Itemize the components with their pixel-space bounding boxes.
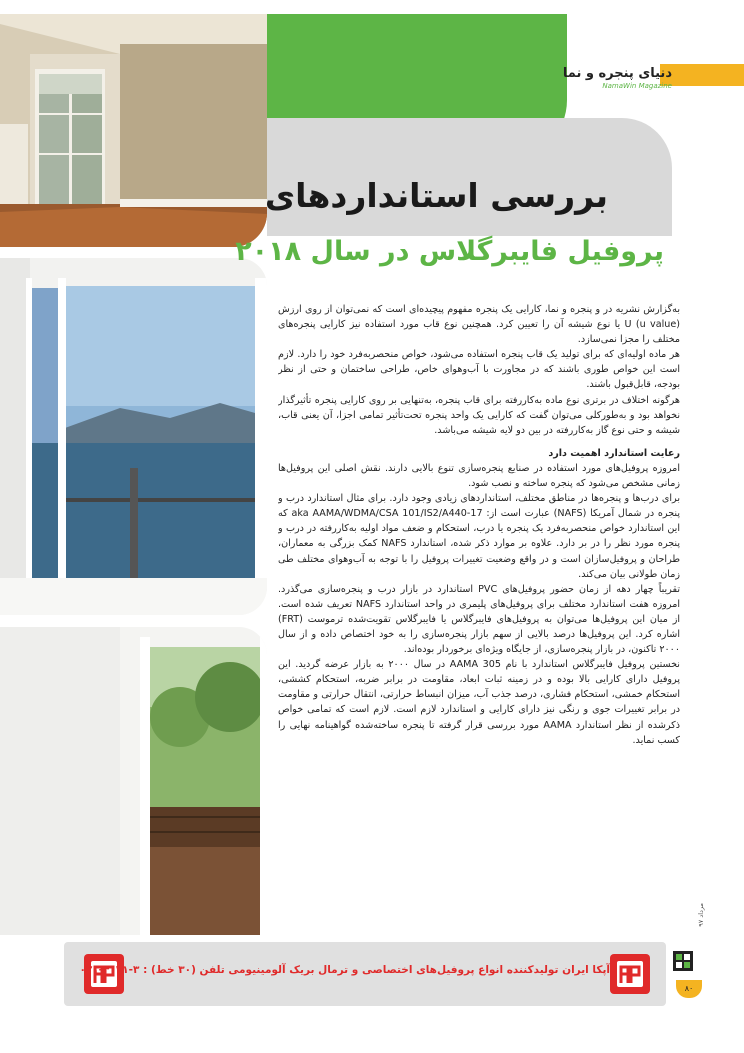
paragraph: تقریباً چهار دهه از زمان حضور پروفیل‌های PVC استاندارد در بازار درب و پنجره‌سازی می‌گذرد. امروزه هفت استاندارد مختلف برای پروفیل‌های پلیمری در واحد استاندارد NAFS تعریف شده است. از میان این پروفیل‌ها می‌توان به پروفیل‌های فایبرگلاس یا فایبرگلاس تقویت‌شده ترموست (FRT) اشاره کرد. این پروفیل‌ها درصد بالایی از سهم بازار پنجره‌سازی را به خود اختصاص داده و از سال ۲۰۰۰ تاکنون، در بازار پنجره‌سازی، از جایگاه ویژه‌ای برخوردار بوده‌اند.	[278, 583, 680, 656]
paragraph: برای درب‌ها و پنجره‌ها در مناطق مختلف، استانداردهای زیادی وجود دارد. برای مثال استاندارد درب و پنجره در شمال آمریکا (NAFS) عبارت است از: aka AAMA/WDMA/CSA 101/IS2/A440-17 که این استاندارد خواص منحصربه‌فرد یک پنجره یا درب، استحکام و ضعف مواد اولیه به‌کاررفته در درب و پنجره مورد نظر را در بر دارد. علاوه بر موارد ذکر شده، استاندارد NAFS کمک بزرگی به معماران، طراحان و پروفیل‌سازان است و در واقع وضعیت تغییرات پروفیل را با توجه به آب‌وهوای مختلف طی زمان طولانی بیان می‌کند.	[278, 493, 680, 580]
logo-sub-text: NamaWin Magazine	[602, 82, 672, 90]
paragraph: هرگونه اختلاف در برتری نوع ماده به‌کاررفته برای قاب پنجره، به‌تنهایی بر روی کارایی پنجره تأثیرگذار نخواهد بود و به‌طورکلی می‌توان گفت که کارایی یک واحد پنجره تحت‌تأثیر تمامی اجزا، آن یعنی قاب، شیشه و حتی نوع گاز به‌کاررفته در بین دو لایه شیشه می‌باشد.	[278, 394, 680, 436]
footer-advert-text: آپکا ایران تولیدکننده انواع پروفیل‌های اختصاصی و ترمال بریک آلومینیومی تلفن (۳۰ خط) : ۳-۴۱۳۱-۰۲۱	[79, 964, 610, 976]
lake-window-photo	[0, 258, 267, 615]
paragraph: به‌گزارش نشریه در و پنجره و نما، کارایی یک پنجره مفهوم پیچیده‌ای است که نمی‌توان از روی ارزش U (u value) یا نوع شیشه آن را تعیین کرد. همچنین نوع قاب مورد استفاده نیز کارایی پنجره‌های مختلف را مجزا نمی‌سازد.	[278, 304, 680, 346]
paragraph: هر ماده اولیه‌ای که برای تولید یک قاب پنجره استفاده می‌شود، خواص منحصربه‌فرد خود را دارد. لازم است این خواص طوری باشند که در مجاورت با آب‌وهوای خاص، طراحی ساختمان و حتی از نظر بودجه، قابل‌قبول باشند.	[278, 349, 680, 391]
section-heading: رعایت استاندارد اهمیت دارد	[548, 447, 680, 459]
magazine-emblem-icon	[672, 950, 694, 972]
magazine-logo	[562, 66, 672, 96]
issue-date: مرداد ۹۷	[697, 903, 705, 927]
deck-door-photo	[0, 627, 267, 935]
logo-main-text: دنیای پنجره و نما	[562, 66, 672, 81]
logo-accent-bar	[660, 64, 744, 86]
article-title-line2: پروفیل فایبرگلاس در سال ۲۰۱۸	[235, 236, 664, 267]
interior-room-photo	[0, 14, 267, 247]
article-title-line1: بررسی استانداردهای	[264, 176, 608, 215]
ap-logo-icon	[608, 952, 652, 996]
paragraph: امروزه پروفیل‌های مورد استفاده در صنایع پنجره‌سازی تنوع بالایی دارند. نقش اصلی این پروفیل‌ها زمانی مشخص می‌شود که پنجره ساخته و نصب شود.	[278, 462, 680, 490]
article-body	[278, 302, 680, 932]
issue-label	[693, 905, 707, 965]
page-number: ۸۰	[676, 980, 702, 998]
paragraph: نخستین پروفیل فایبرگلاس استاندارد با نام AAMA 305 در سال ۲۰۰۰ به بازار عرضه گردید. این پروفیل دارای کارایی بالا بوده و در زمینه ثبات ابعاد، مقاومت در برابر ضربه، استحکام کششی، استحکام خمشی، استحکام فشاری، درصد جذب آب، میزان انبساط حرارتی، انتقال حرارتی و مقاومت در برابر تغییرات جوی و رنگی نیز دارای کارایی و استاندارد لازم است. لازم است که تمامی خواص ذکرشده از نظر استاندارد AAMA مورد بررسی قرار گرفته تا پنجره ساخته‌شده گواهینامه نهایی را کسب نماید.	[278, 659, 680, 746]
